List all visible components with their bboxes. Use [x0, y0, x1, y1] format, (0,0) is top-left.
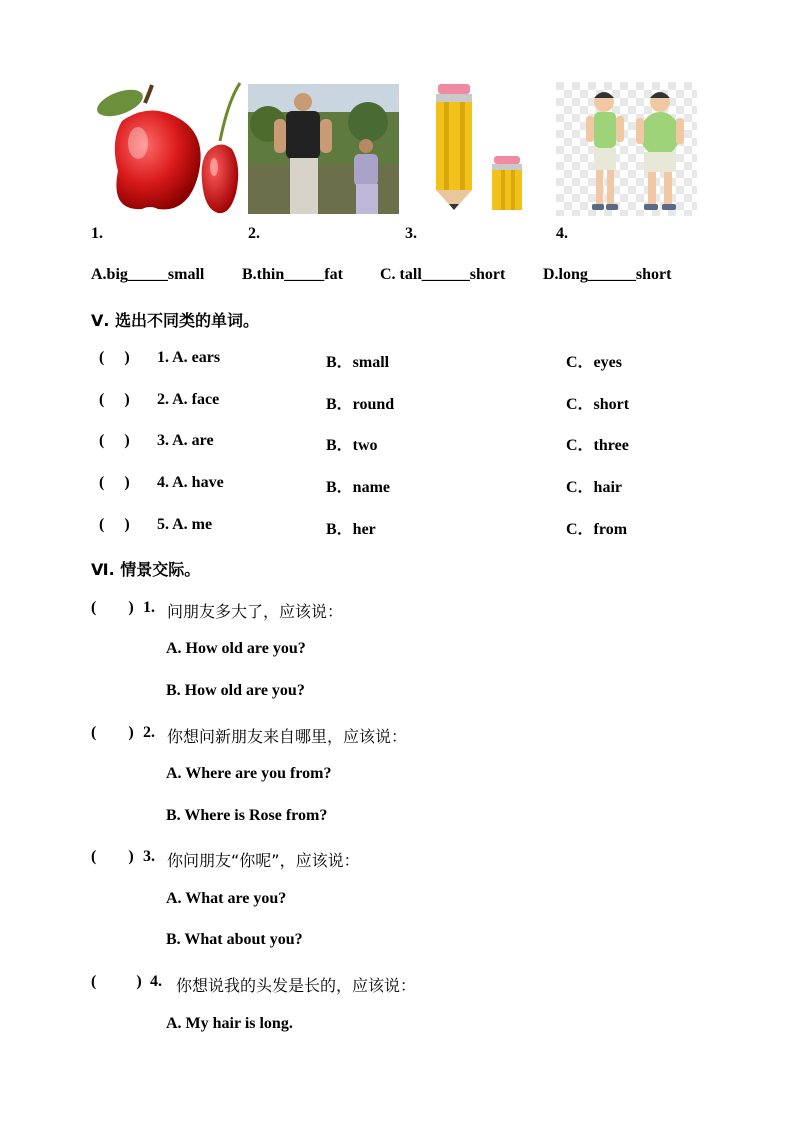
s6-q1-option-b: B. How old are you? — [166, 682, 305, 699]
s6-q2-option-a: A. Where are you from? — [166, 765, 332, 782]
s5-row-5-a: 5. A. me — [157, 516, 213, 533]
s5-row-1-b: B．small — [326, 354, 390, 371]
s5-row-2-b: B．round — [326, 396, 395, 413]
thin-fat-men-picture — [556, 82, 697, 216]
s6-q4-prompt: 你想说我的头发是长的，应该说： — [176, 976, 417, 995]
s6-q3-option-b: B. What about you? — [166, 931, 303, 948]
opposite-pair-a: A.big_____small — [91, 266, 205, 283]
s5-row-1-c: C．eyes — [566, 354, 622, 371]
s5-row-5-bracket[interactable]: ( ) — [99, 516, 130, 533]
s6-q1-option-a: A. How old are you? — [166, 640, 306, 657]
s5-row-5-c: C．from — [566, 521, 628, 538]
section-5-title: Ⅴ. 选出不同类的单词。 — [91, 311, 260, 330]
apple-cherry-picture — [90, 81, 242, 216]
s5-row-3-b: B．two — [326, 437, 378, 454]
s5-row-1-bracket[interactable]: ( ) — [99, 349, 130, 366]
picture-number-4: 4. — [556, 225, 568, 242]
opposite-pair-c: C. tall______short — [380, 266, 506, 283]
s6-q1-prompt: 问朋友多大了，应该说： — [167, 602, 344, 621]
s6-q4-option-a: A. My hair is long. — [166, 1015, 293, 1032]
s6-q3-bracket[interactable]: ( ) — [91, 848, 134, 865]
s5-row-4-bracket[interactable]: ( ) — [99, 474, 130, 491]
s6-q1-bracket[interactable]: ( ) — [91, 599, 134, 616]
opposite-pair-d: D.long______short — [543, 266, 672, 283]
s6-q2-option-b: B. Where is Rose from? — [166, 807, 328, 824]
s5-row-1-a: 1. A. ears — [157, 349, 221, 366]
picture-number-3: 3. — [405, 225, 417, 242]
s6-q3-prompt: 你问朋友“你呢”，应该说： — [167, 851, 360, 870]
s5-row-4-b: B．name — [326, 479, 391, 496]
s6-q4-bracket[interactable]: ( ) — [91, 973, 142, 990]
s6-q3-number: 3. — [143, 848, 155, 865]
s6-q2-bracket[interactable]: ( ) — [91, 724, 134, 741]
s5-row-4-c: C．hair — [566, 479, 623, 496]
tall-short-men-photo — [248, 84, 399, 214]
s6-q4-number: 4. — [150, 973, 162, 990]
s5-row-3-bracket[interactable]: ( ) — [99, 432, 130, 449]
long-short-pencils-picture — [410, 82, 542, 215]
picture-number-1: 1. — [91, 225, 103, 242]
s5-row-2-c: C．short — [566, 396, 630, 413]
s5-row-3-c: C．three — [566, 437, 629, 454]
s6-q2-number: 2. — [143, 724, 155, 741]
s6-q1-number: 1. — [143, 599, 155, 616]
s5-row-5-b: B．her — [326, 521, 376, 538]
section-6-title: Ⅵ. 情景交际。 — [91, 560, 201, 579]
s5-row-2-bracket[interactable]: ( ) — [99, 391, 130, 408]
s6-q3-option-a: A. What are you? — [166, 890, 287, 907]
s5-row-2-a: 2. A. face — [157, 391, 220, 408]
picture-number-2: 2. — [248, 225, 260, 242]
s5-row-4-a: 4. A. have — [157, 474, 224, 491]
opposite-pair-b: B.thin_____fat — [242, 266, 343, 283]
s6-q2-prompt: 你想问新朋友来自哪里，应该说： — [167, 727, 408, 746]
s5-row-3-a: 3. A. are — [157, 432, 214, 449]
